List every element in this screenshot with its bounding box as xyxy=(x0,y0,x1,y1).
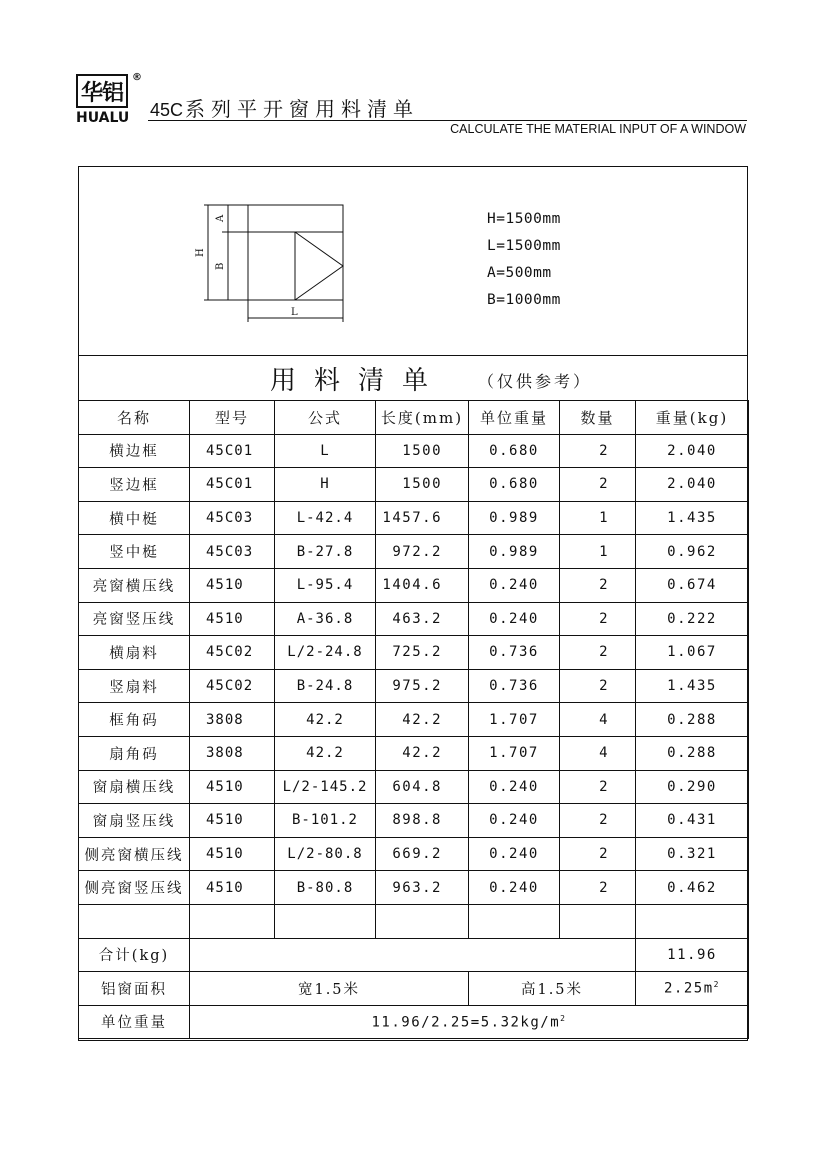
cell-unit-weight: 0.240 xyxy=(469,602,560,636)
cell-empty xyxy=(376,904,469,938)
cell-length: 669.2 xyxy=(376,837,469,871)
label-l: L xyxy=(291,307,298,318)
col-header-name: 名称 xyxy=(79,401,190,435)
cell-formula: L/2-24.8 xyxy=(275,636,376,670)
cell-name: 亮窗横压线 xyxy=(79,568,190,602)
table-row xyxy=(79,837,749,871)
title-rule xyxy=(148,120,747,121)
cell-name: 亮窗竖压线 xyxy=(79,602,190,636)
cell-model: 45C02 xyxy=(190,636,275,670)
area-value: 2.25m xyxy=(664,980,714,997)
sash-opening-mark xyxy=(295,232,343,300)
cell-unit-weight: 0.240 xyxy=(469,804,560,838)
cell-name: 框角码 xyxy=(79,703,190,737)
cell-qty: 2 xyxy=(560,468,636,502)
cell-formula: A-36.8 xyxy=(275,602,376,636)
col-header-model: 型号 xyxy=(190,401,275,435)
total-spacer xyxy=(190,938,636,972)
total-row xyxy=(79,938,749,972)
cell-weight: 0.462 xyxy=(636,871,749,905)
cell-qty: 2 xyxy=(560,568,636,602)
cell-formula: L xyxy=(275,434,376,468)
table-row xyxy=(79,602,749,636)
title-text: 系列平开窗用料清单 xyxy=(185,97,420,121)
cell-unit-weight: 0.680 xyxy=(469,434,560,468)
cell-unit-weight: 0.736 xyxy=(469,636,560,670)
cell-model: 45C01 xyxy=(190,468,275,502)
label-h: H xyxy=(195,248,206,257)
cell-name: 横中梃 xyxy=(79,501,190,535)
cell-length: 898.8 xyxy=(376,804,469,838)
cell-model: 45C03 xyxy=(190,535,275,569)
window-diagram xyxy=(190,200,350,325)
unit-weight-cell xyxy=(190,1005,749,1039)
logo-mark: 华铝 xyxy=(76,74,128,108)
cell-qty: 2 xyxy=(560,871,636,905)
document-subtitle: CALCULATE THE MATERIAL INPUT OF A WINDOW xyxy=(450,122,746,136)
cell-qty: 2 xyxy=(560,434,636,468)
table-row xyxy=(79,636,749,670)
logo-wordmark: HUALU xyxy=(76,110,130,126)
cell-length: 604.8 xyxy=(376,770,469,804)
cell-formula: 42.2 xyxy=(275,703,376,737)
cell-model: 45C01 xyxy=(190,434,275,468)
col-header-weight: 重量(kg) xyxy=(636,401,749,435)
label-a: A xyxy=(215,214,226,222)
cell-formula: B-101.2 xyxy=(275,804,376,838)
dimension-b: B=1000mm xyxy=(487,292,561,308)
table-row xyxy=(79,804,749,838)
cell-name: 扇角码 xyxy=(79,736,190,770)
cell-qty: 2 xyxy=(560,837,636,871)
cell-weight: 0.290 xyxy=(636,770,749,804)
table-row xyxy=(79,468,749,502)
cell-qty: 2 xyxy=(560,636,636,670)
table-row xyxy=(79,568,749,602)
table-row xyxy=(79,871,749,905)
cell-model: 4510 xyxy=(190,770,275,804)
unit-weight-row xyxy=(79,1005,749,1039)
height-text: 高1.5米 xyxy=(520,981,584,998)
cell-length: 1500 xyxy=(376,434,469,468)
unit-weight-sup: 2 xyxy=(560,1013,567,1023)
dimension-a: A=500mm xyxy=(487,265,552,281)
dimension-list xyxy=(487,206,561,314)
cell-formula: L-42.4 xyxy=(275,501,376,535)
cell-weight: 0.674 xyxy=(636,568,749,602)
cell-name: 侧亮窗竖压线 xyxy=(79,871,190,905)
dimension-h: H=1500mm xyxy=(487,211,561,227)
cell-empty xyxy=(79,904,190,938)
cell-length: 963.2 xyxy=(376,871,469,905)
cell-weight: 0.288 xyxy=(636,703,749,737)
cell-formula: H xyxy=(275,468,376,502)
cell-qty: 2 xyxy=(560,669,636,703)
series-code: 45C xyxy=(150,100,184,120)
cell-name: 横边框 xyxy=(79,434,190,468)
table-row xyxy=(79,669,749,703)
cell-name: 竖边框 xyxy=(79,468,190,502)
cell-empty xyxy=(275,904,376,938)
width-cell xyxy=(190,972,469,1006)
table-header-row xyxy=(79,401,749,435)
cell-weight: 2.040 xyxy=(636,468,749,502)
col-header-unit-weight: 单位重量 xyxy=(469,401,560,435)
cell-unit-weight: 0.240 xyxy=(469,568,560,602)
unit-weight-value: 11.96/2.25=5.32kg/m xyxy=(371,1014,561,1031)
cell-weight: 1.435 xyxy=(636,669,749,703)
total-label: 合计(kg) xyxy=(79,938,190,972)
cell-model: 45C02 xyxy=(190,669,275,703)
cell-name: 竖扇料 xyxy=(79,669,190,703)
cell-length: 1404.6 xyxy=(376,568,469,602)
cell-model: 3808 xyxy=(190,736,275,770)
document-title xyxy=(150,93,419,122)
section-rule xyxy=(78,355,748,356)
cell-name: 窗扇横压线 xyxy=(79,770,190,804)
cell-qty: 4 xyxy=(560,703,636,737)
cell-formula: B-24.8 xyxy=(275,669,376,703)
cell-length: 42.2 xyxy=(376,703,469,737)
cell-qty: 2 xyxy=(560,804,636,838)
cell-formula: L-95.4 xyxy=(275,568,376,602)
unit-weight-label: 单位重量 xyxy=(79,1005,190,1039)
cell-model: 4510 xyxy=(190,804,275,838)
col-header-length: 长度(mm) xyxy=(376,401,469,435)
section-title: 用料清单 xyxy=(270,366,447,396)
area-row xyxy=(79,972,749,1006)
area-value-cell xyxy=(636,972,749,1006)
cell-qty: 4 xyxy=(560,736,636,770)
table-row xyxy=(79,770,749,804)
cell-unit-weight: 0.240 xyxy=(469,837,560,871)
col-header-qty: 数量 xyxy=(560,401,636,435)
cell-empty xyxy=(190,904,275,938)
cell-model: 45C03 xyxy=(190,501,275,535)
height-cell xyxy=(469,972,636,1006)
cell-formula: L/2-145.2 xyxy=(275,770,376,804)
cell-name: 横扇料 xyxy=(79,636,190,670)
cell-unit-weight: 0.736 xyxy=(469,669,560,703)
label-b: B xyxy=(215,262,226,270)
cell-length: 463.2 xyxy=(376,602,469,636)
table-row xyxy=(79,501,749,535)
cell-weight: 0.962 xyxy=(636,535,749,569)
section-note: （仅供参考） xyxy=(478,372,593,391)
cell-length: 972.2 xyxy=(376,535,469,569)
cell-unit-weight: 0.989 xyxy=(469,535,560,569)
cell-empty xyxy=(469,904,560,938)
table-row xyxy=(79,703,749,737)
cell-empty xyxy=(560,904,636,938)
cell-model: 4510 xyxy=(190,568,275,602)
cell-weight: 2.040 xyxy=(636,434,749,468)
cell-unit-weight: 0.989 xyxy=(469,501,560,535)
cell-model: 4510 xyxy=(190,837,275,871)
hualu-logo xyxy=(76,72,142,130)
material-table xyxy=(78,400,749,1039)
cell-weight: 0.288 xyxy=(636,736,749,770)
cell-unit-weight: 0.680 xyxy=(469,468,560,502)
dimension-l: L=1500mm xyxy=(487,238,561,254)
cell-name: 竖中梃 xyxy=(79,535,190,569)
total-value: 11.96 xyxy=(636,938,749,972)
cell-weight: 0.222 xyxy=(636,602,749,636)
area-label: 铝窗面积 xyxy=(79,972,190,1006)
table-row xyxy=(79,736,749,770)
width-text: 宽1.5米 xyxy=(297,981,361,998)
cell-weight: 1.435 xyxy=(636,501,749,535)
area-sup: 2 xyxy=(713,980,720,990)
cell-name: 窗扇竖压线 xyxy=(79,804,190,838)
cell-qty: 2 xyxy=(560,770,636,804)
cell-length: 42.2 xyxy=(376,736,469,770)
cell-qty: 2 xyxy=(560,602,636,636)
cell-model: 4510 xyxy=(190,602,275,636)
col-header-formula: 公式 xyxy=(275,401,376,435)
registered-mark: ® xyxy=(132,72,142,83)
cell-qty: 1 xyxy=(560,501,636,535)
table-row xyxy=(79,434,749,468)
cell-model: 4510 xyxy=(190,871,275,905)
cell-model: 3808 xyxy=(190,703,275,737)
cell-weight: 0.431 xyxy=(636,804,749,838)
cell-weight: 0.321 xyxy=(636,837,749,871)
cell-unit-weight: 0.240 xyxy=(469,871,560,905)
table-row-empty xyxy=(79,904,749,938)
cell-unit-weight: 1.707 xyxy=(469,703,560,737)
cell-qty: 1 xyxy=(560,535,636,569)
cell-name: 侧亮窗横压线 xyxy=(79,837,190,871)
cell-formula: L/2-80.8 xyxy=(275,837,376,871)
cell-empty xyxy=(636,904,749,938)
cell-unit-weight: 1.707 xyxy=(469,736,560,770)
table-row xyxy=(79,535,749,569)
cell-length: 1500 xyxy=(376,468,469,502)
cell-length: 725.2 xyxy=(376,636,469,670)
cell-formula: 42.2 xyxy=(275,736,376,770)
cell-unit-weight: 0.240 xyxy=(469,770,560,804)
cell-weight: 1.067 xyxy=(636,636,749,670)
cell-length: 975.2 xyxy=(376,669,469,703)
cell-length: 1457.6 xyxy=(376,501,469,535)
cell-formula: B-80.8 xyxy=(275,871,376,905)
cell-formula: B-27.8 xyxy=(275,535,376,569)
